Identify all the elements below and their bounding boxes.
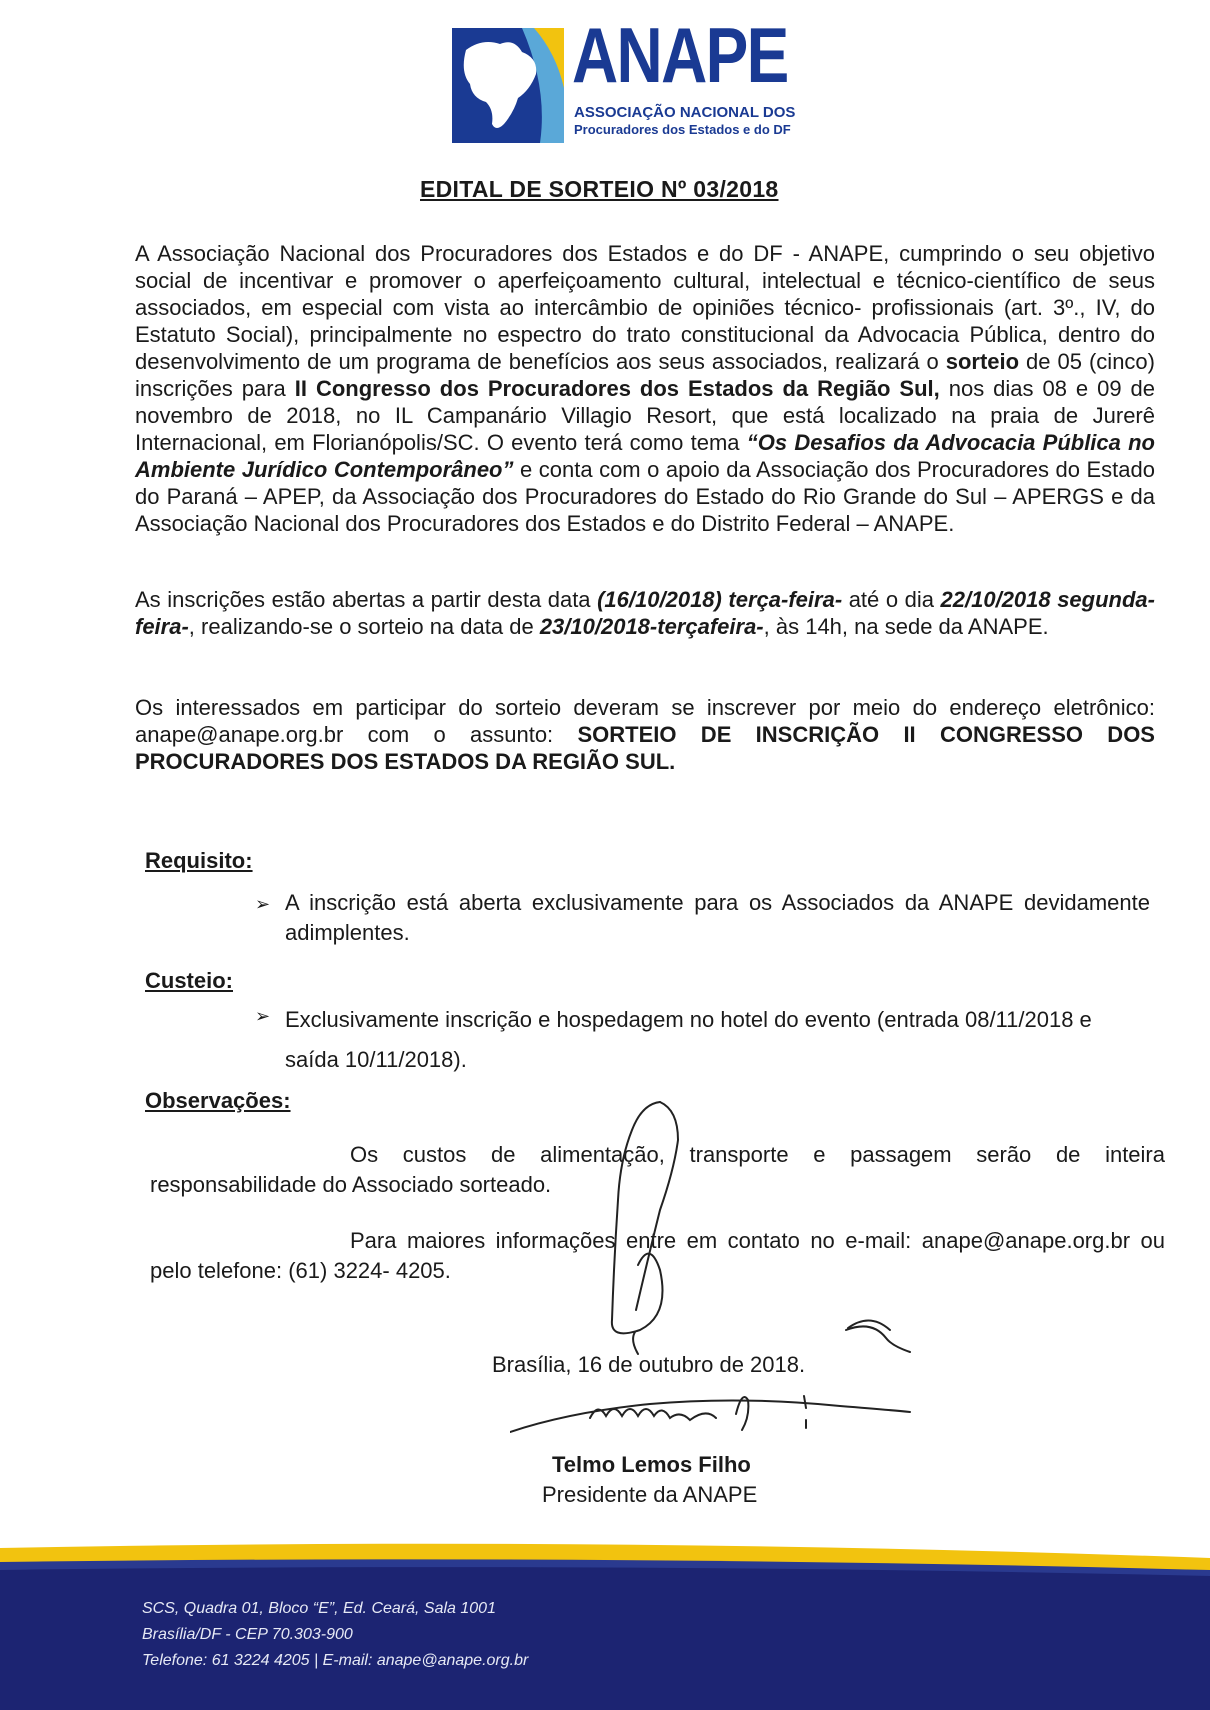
email-subject: SORTEIO DE INSCRIÇÃO II CONGRESSO DOS PROCURADORES DOS ESTADOS DA REGIÃO SUL. (135, 722, 1155, 774)
intro-text: A Associação Nacional dos Procuradores dos Estados e do DF - ANAPE, cumprindo o seu objetivo social de incentivar e promover o aperfeiçoamento cultural, intelectual e técnico-científico de seus associados, em especial com vista ao intercâmbio de opiniões técnico- profissionais (art. 3º., IV, do Estatuto Social), principalmente no espectro do trato constitucional da Advocacia Pública, dentro do desenvolvimento de um programa de benefícios aos seus associados, realizará o (135, 241, 1155, 374)
logo-wordmark: ANAPE (572, 11, 788, 99)
requisito-text: A inscrição está aberta exclusivamente para os Associados da ANAPE devidamente adimplentes. (285, 890, 1150, 945)
dates-text: As inscrições estão abertas a partir desta data (135, 587, 598, 612)
custeio-item (255, 1000, 1155, 1080)
handwritten-signature (510, 1090, 990, 1450)
observacoes-heading: Observações: (145, 1088, 291, 1113)
brazil-map-icon (452, 28, 564, 143)
dates-paragraph (135, 586, 1155, 640)
signer-name: Telmo Lemos Filho (552, 1452, 751, 1477)
start-date: (16/10/2018) terça-feira- (597, 587, 843, 612)
event-theme: “Os Desafios da Advocacia Pública no Ambiente Jurídico Contemporâneo” (135, 430, 1155, 482)
logo-subtitle-2: Procuradores dos Estados e do DF (574, 122, 791, 137)
custeio-text: Exclusivamente inscrição e hospedagem no hotel do evento (entrada 08/11/2018 e saída 10/11/2018). (285, 1007, 1092, 1072)
registration-paragraph (135, 694, 1155, 775)
date-line: Brasília, 16 de outubro de 2018. (492, 1352, 806, 1377)
intro-text-4: e conta com o apoio da Associação dos Procuradores do Estado do Paraná – APEP, da Associação dos Procuradores do Estado do Rio Grande do Sul – APERGS e da Associação Nacional dos Procuradores dos Estados e do Distrito Federal – ANAPE. (135, 457, 1155, 536)
dates-text-3: , realizando-se o sorteio na data de (188, 614, 540, 639)
footer-wave-banner (0, 1540, 1210, 1710)
end-date: 22/10/2018 segunda-feira- (135, 587, 1155, 639)
footer-address: SCS, Quadra 01, Bloco “E”, Ed. Ceará, Sala 1001 (142, 1600, 496, 1617)
footer-city: Brasília/DF - CEP 70.303-900 (142, 1626, 353, 1643)
anape-logo (452, 11, 796, 148)
logo-subtitle: ASSOCIAÇÃO NACIONAL DOS (574, 104, 796, 121)
arrow-bullet-icon: ➢ (255, 1006, 271, 1026)
observacoes-costs: Os custos de alimentação, transporte e passagem serão de inteira responsabilidade do Associado sorteado. (150, 1142, 1165, 1197)
congresso-name: II Congresso dos Procuradores dos Estados da Região Sul, (294, 376, 940, 401)
footer-contact: Telefone: 61 3224 4205 | E-mail: anape@anape.org.br (142, 1652, 529, 1669)
footer (0, 1540, 1210, 1710)
intro-text-3: nos dias 08 e 09 de novembro de 2018, no IL Campanário Villagio Resort, que está localizado na praia de Jurerê Internacional, em Florianópolis/SC. O evento terá como tema (135, 376, 1155, 455)
custeio-heading: Custeio: (145, 968, 233, 993)
requisito-item (255, 888, 1155, 948)
arrow-bullet-icon: ➢ (255, 894, 271, 914)
sorteio-word: sorteio (945, 349, 1020, 374)
document-title: EDITAL DE SORTEIO Nº 03/2018 (420, 176, 779, 202)
registration-text: Os interessados em participar do sorteio deveram se inscrever por meio do endereço eletrônico: anape@anape.org.br com o assunto: (135, 695, 1155, 747)
draw-date: 23/10/2018-terçafeira- (539, 614, 764, 639)
dates-text-4: , às 14h, na sede da ANAPE. (763, 614, 1049, 639)
requisito-heading: Requisito: (145, 848, 253, 873)
observacoes-contact: Para maiores informações entre em contato no e-mail: anape@anape.org.br ou pelo telefone: (61) 3224- 4205. (150, 1228, 1165, 1283)
signer-role: Presidente da ANAPE (542, 1482, 758, 1507)
dates-text-2: até o dia (842, 587, 941, 612)
intro-paragraph (135, 240, 1155, 537)
intro-text-2: de 05 (cinco) inscrições para (135, 349, 1155, 401)
